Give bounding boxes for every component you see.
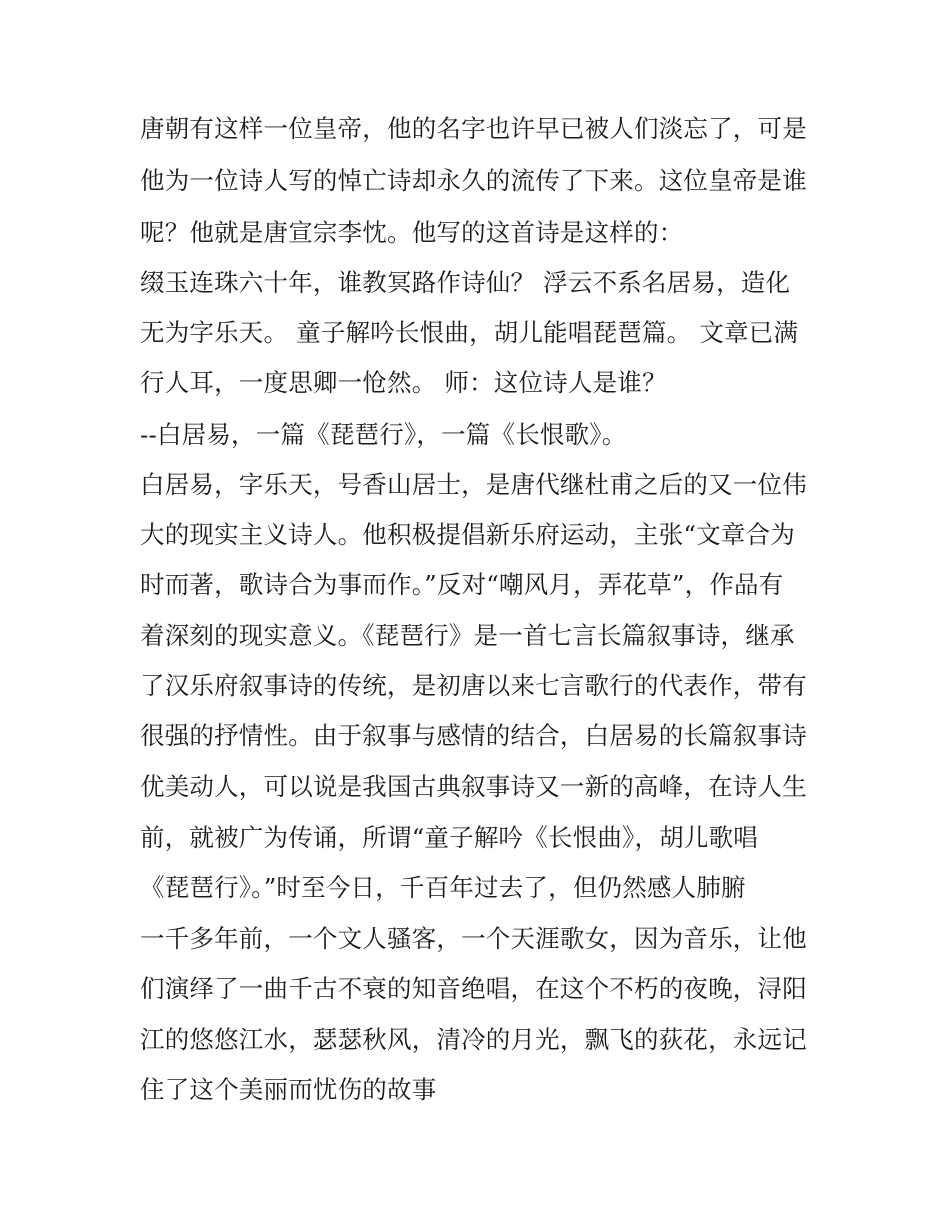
poem-line: 行人耳，一度思卿一怆然。 师：这位诗人是谁？ bbox=[140, 368, 667, 397]
poem-line: 缀玉连珠六十年，谁教冥路作诗仙？ 浮云不系名居易，造化 bbox=[140, 268, 791, 297]
text-line: 前，就被广为传诵，所谓“童子解吟《长恨曲》，胡儿歌唱 bbox=[140, 823, 758, 852]
text-line: 大的现实主义诗人。他积极提倡新乐府运动，主张“文章合为 bbox=[140, 520, 795, 549]
text-line: 们演绎了一曲千古不衰的知音绝唱，在这个不朽的夜晚，浔阳 bbox=[140, 974, 807, 1003]
text-line: 着深刻的现实意义。《琵琶行》是一首七言长篇叙事诗，继承 bbox=[140, 621, 795, 650]
text-line: 《琵琶行》。”时至今日，千百年过去了，但仍然感人肺腑 bbox=[140, 873, 746, 902]
text-line: 优美动人，可以说是我国古典叙事诗又一新的高峰，在诗人生 bbox=[140, 772, 807, 801]
text-line: 江的悠悠江水，瑟瑟秋风，清冷的月光，飘飞的荻花，永远记 bbox=[140, 1025, 807, 1054]
text-line: 他为一位诗人写的悼亡诗却永久的流传了下来。这位皇帝是谁 bbox=[140, 166, 807, 195]
answer-line: --白居易，一篇《琵琶行》，一篇《长恨歌》。 bbox=[140, 420, 627, 449]
text-line: 呢？他就是唐宣宗李忱。他写的这首诗是这样的： bbox=[140, 218, 684, 247]
text-line: 唐朝有这样一位皇帝，他的名字也许早已被人们淡忘了，可是 bbox=[140, 114, 807, 143]
text-line: 时而著，歌诗合为事而作。”反对“嘲风月，弄花草”，作品有 bbox=[140, 570, 784, 599]
text-line: 一千多年前，一个文人骚客，一个天涯歌女，因为音乐，让他 bbox=[140, 924, 807, 953]
text-line: 了汉乐府叙事诗的传统，是初唐以来七言歌行的代表作，带有 bbox=[140, 671, 807, 700]
text-line: 住了这个美丽而忧伤的故事 bbox=[140, 1075, 437, 1104]
text-line: 很强的抒情性。由于叙事与感情的结合，白居易的长篇叙事诗 bbox=[140, 721, 807, 750]
text-line: 白居易，字乐天，号香山居士，是唐代继杜甫之后的又一位伟 bbox=[140, 470, 807, 499]
poem-line: 无为字乐天。 童子解吟长恨曲，胡儿能唱琵琶篇。 文章已满 bbox=[140, 318, 799, 347]
